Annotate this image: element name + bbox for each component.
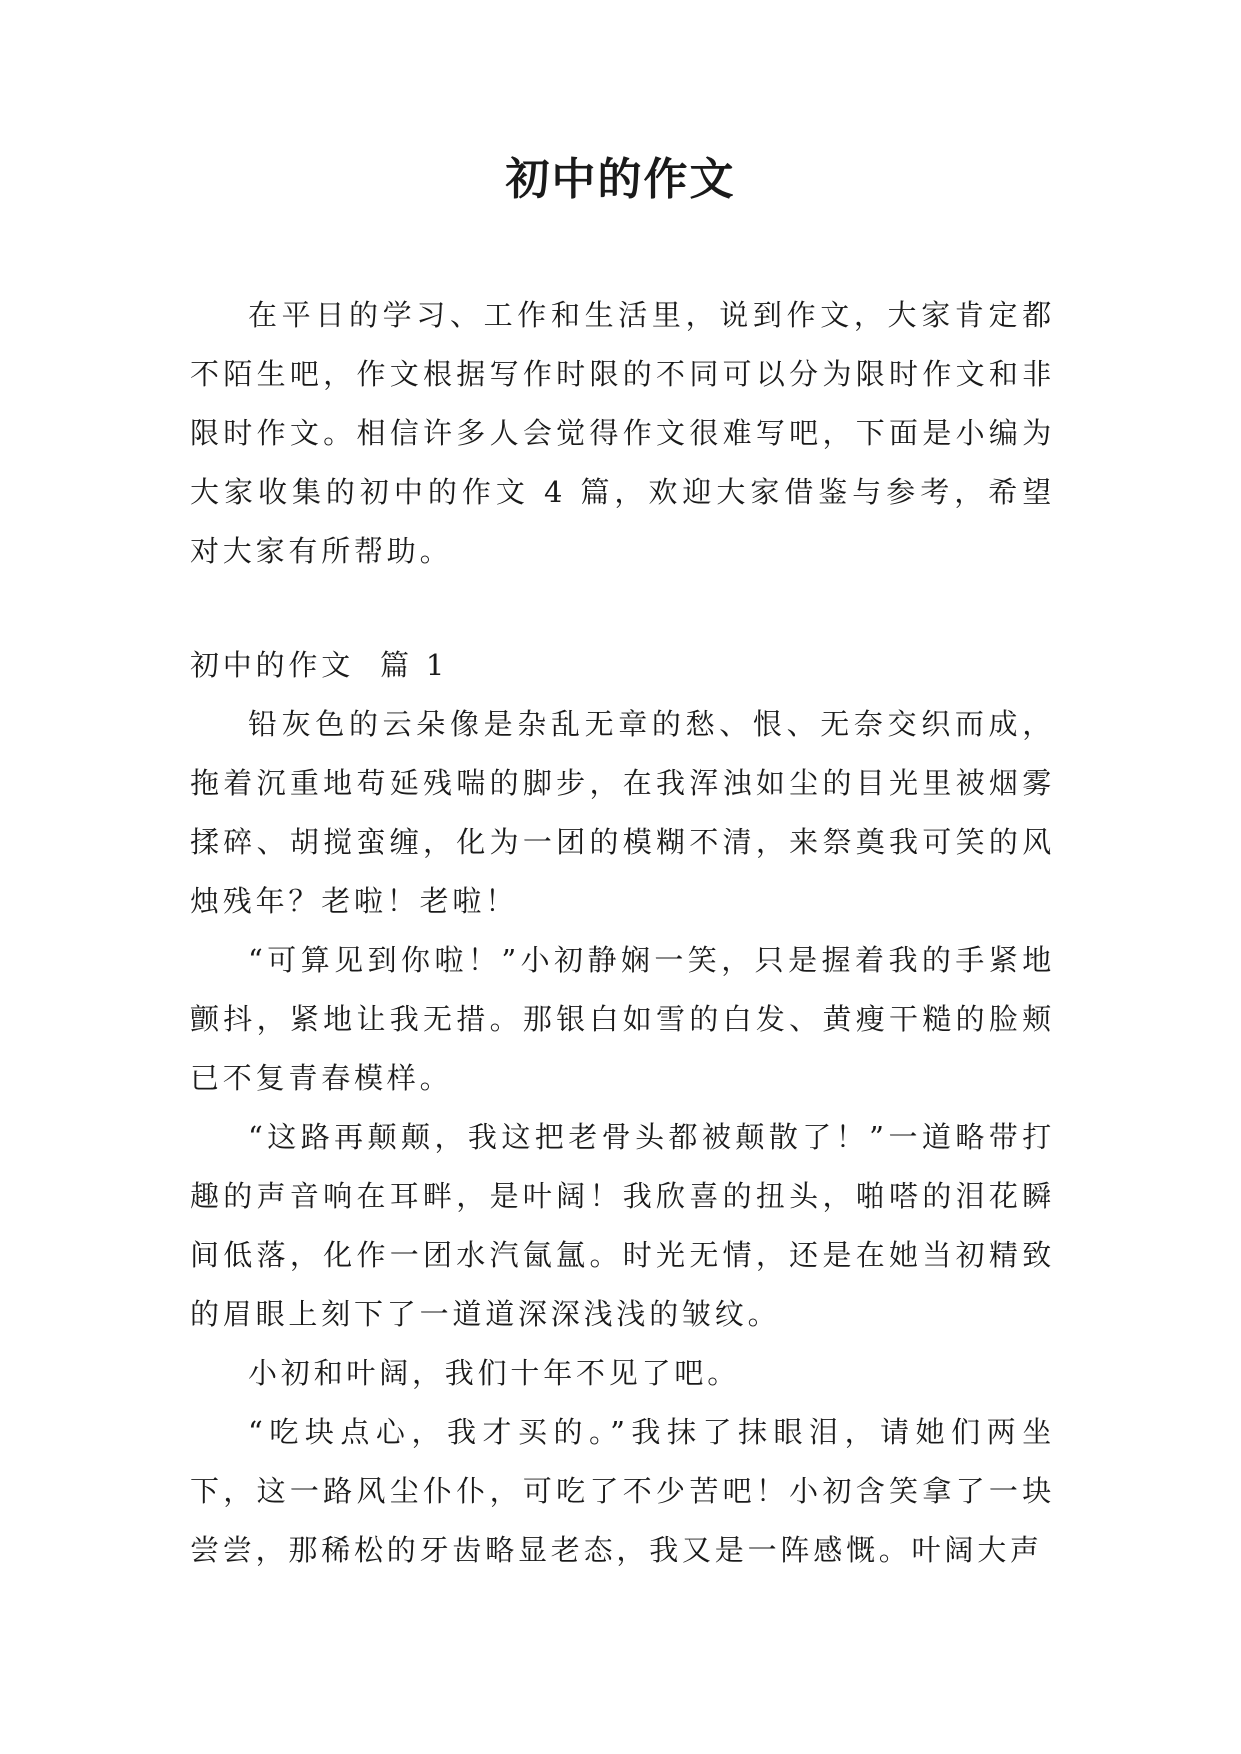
intro-section (190, 286, 1055, 581)
body-paragraph: “可算见到你啦！”小初静娴一笑，只是握着我的手紧地颤抖，紧地让我无措。那银白如雪的白发、黄瘦干糙的脸颊已不复青春模样。 (190, 943, 1055, 1095)
body-paragraph: 小初和叶阔，我们十年不见了吧。 (248, 1356, 741, 1390)
body-paragraph: “这路再颠颠，我这把老骨头都被颠散了！”一道略带打趣的声音响在耳畔，是叶阔！我欣喜的扭头，啪嗒的泪花瞬间低落，化作一团水汽氤氲。时光无情，还是在她当初精致的眉眼上刻下了一道道深深浅浅的皱纹。 (190, 1120, 1055, 1331)
section-heading: 初中的作文 篇 1 (190, 648, 449, 682)
document-title: 初中的作文 (505, 154, 736, 205)
body-paragraph: 铅灰色的云朵像是杂乱无章的愁、恨、无奈交织而成，拖着沉重地苟延残喘的脚步，在我浑浊如尘的目光里被烟雾揉碎、胡搅蛮缠，化为一团的模糊不清，来祭奠我可笑的风烛残年？老啦！老啦！ (190, 707, 1055, 918)
intro-paragraph: 在平日的学习、工作和生活里，说到作文，大家肯定都不陌生吧，作文根据写作时限的不同可以分为限时作文和非限时作文。相信许多人会觉得作文很难写吧，下面是小编为大家收集的初中的作文 4 篇，欢迎大家借鉴与参考，希望对大家有所帮助。 (190, 298, 1055, 568)
article-section (190, 636, 1055, 1580)
body-paragraph: “吃块点心，我才买的。”我抹了抹眼泪，请她们两坐下，这一路风尘仆仆，可吃了不少苦吧！小初含笑拿了一块尝尝，那稀松的牙齿略显老态，我又是一阵感慨。叶阔大声 (190, 1415, 1055, 1567)
